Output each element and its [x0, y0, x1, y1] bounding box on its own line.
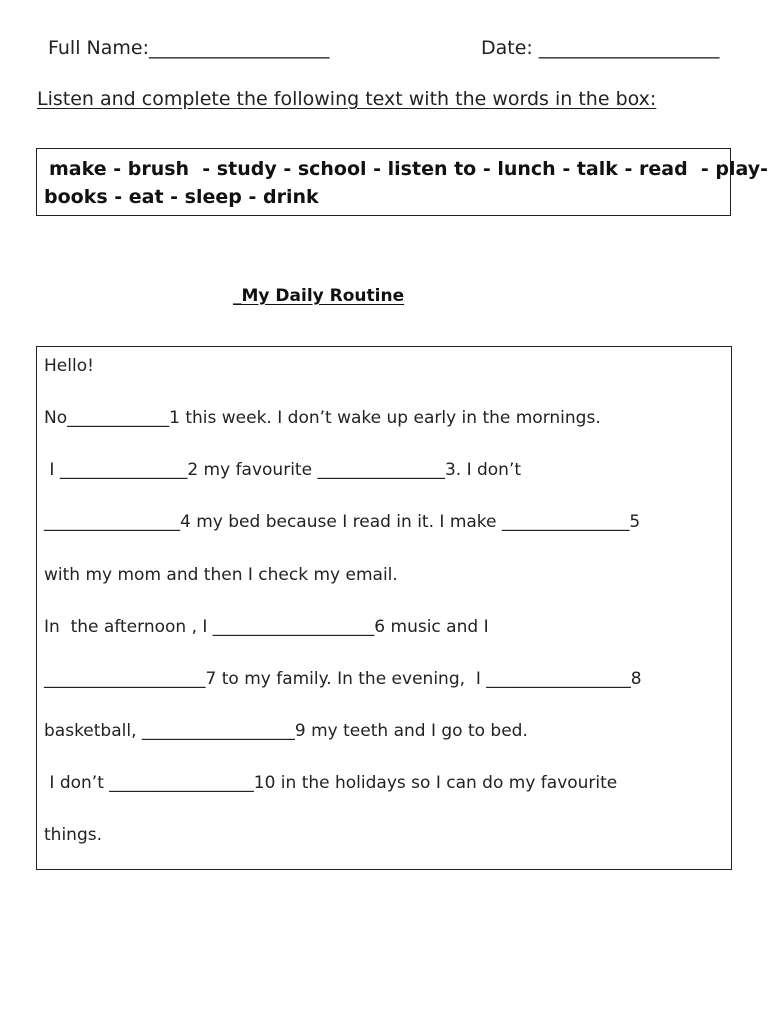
- instruction-text: Listen and complete the following text with the words in the box:: [37, 88, 657, 110]
- text-line-9: I don’t _________________10 in the holidays so I can do my favourite: [44, 773, 618, 793]
- word-box-line-1: make - brush - study - school - listen to - lunch - talk - read - play-: [49, 158, 768, 180]
- routine-title: _My Daily Routine: [233, 286, 405, 306]
- full-name-field: Full Name:___________________: [48, 37, 330, 59]
- word-box-line-2: books - eat - sleep - drink: [44, 186, 319, 208]
- text-line-7: ___________________7 to my family. In the evening, I _________________8: [44, 669, 642, 689]
- text-line-6: In the afternoon , I ___________________6 music and I: [44, 617, 489, 637]
- word-box: [36, 148, 768, 216]
- text-line-4: ________________4 my bed because I read in it. I make _______________5: [44, 512, 641, 532]
- routine-text-box: [36, 346, 732, 870]
- text-line-3: I _______________2 my favourite _______________3. I don’t: [44, 460, 522, 480]
- text-line-1: Hello!: [44, 356, 94, 376]
- text-line-10: things.: [44, 825, 102, 845]
- date-field: Date: ___________________: [481, 37, 720, 59]
- text-line-2: No____________1 this week. I don’t wake up early in the mornings.: [44, 408, 601, 428]
- text-line-8: basketball, __________________9 my teeth and I go to bed.: [44, 721, 528, 741]
- text-line-5: with my mom and then I check my email.: [44, 565, 398, 585]
